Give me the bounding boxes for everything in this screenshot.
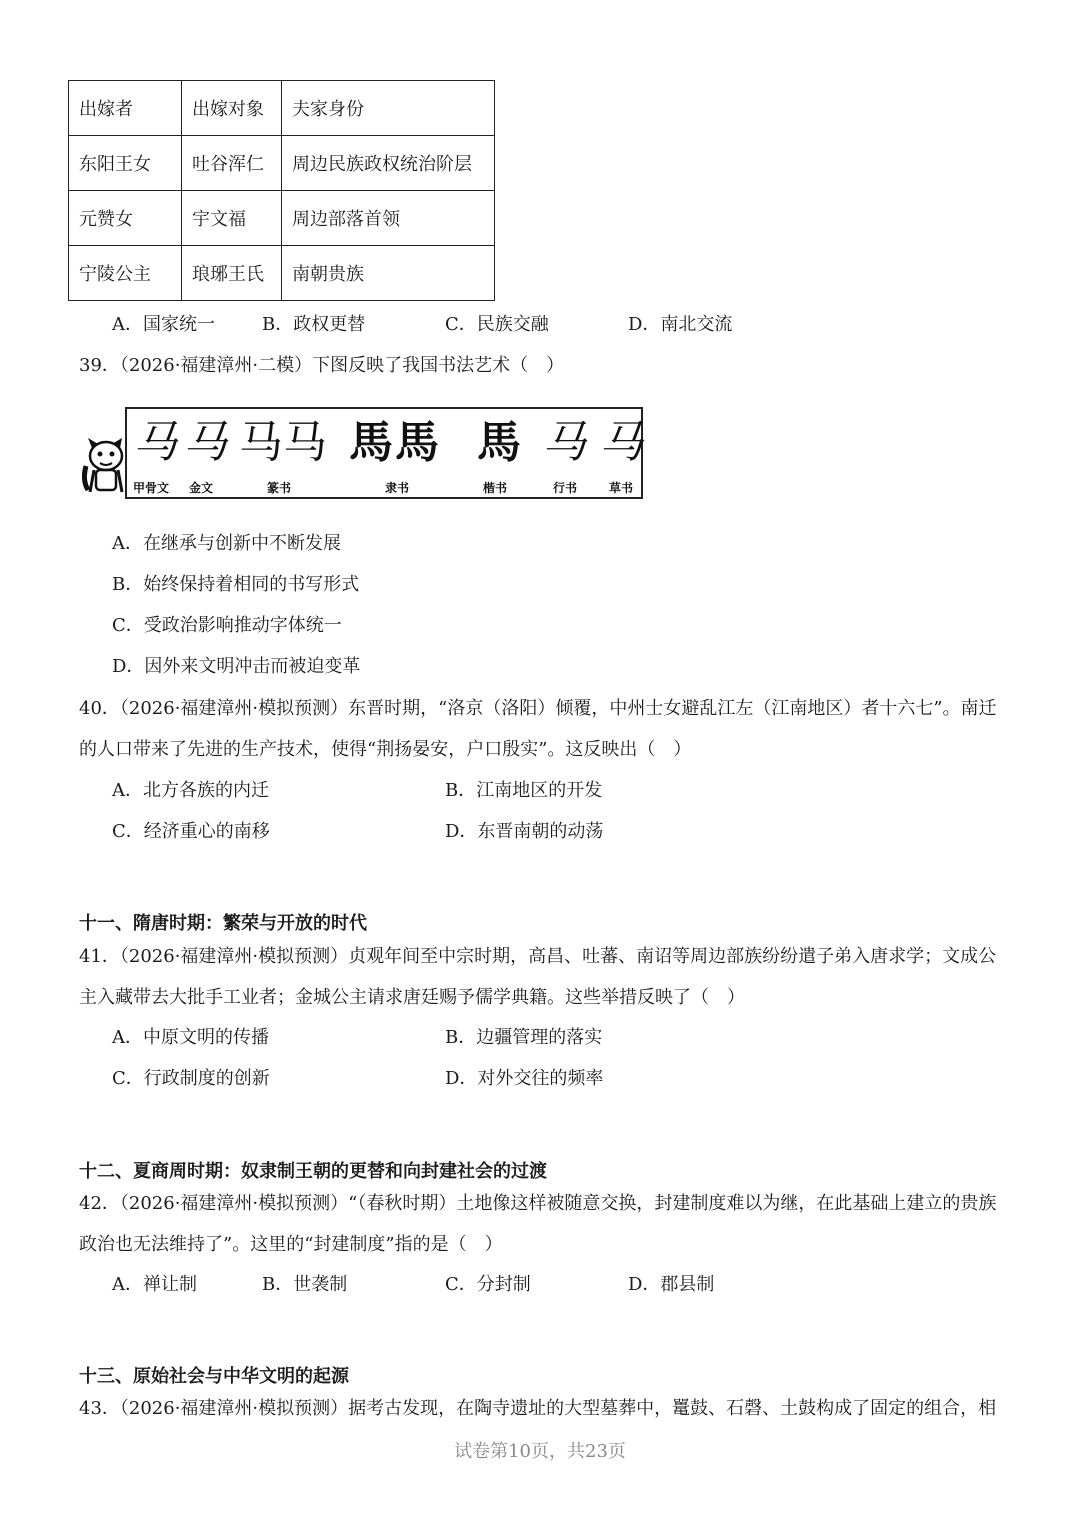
q42-stem: 42．（2026·福建漳州·模拟预测）“（春秋时期）土地像这样被随意交换，封建制度难以为继，在此基础上建立的贵族政治也无法维持了”。这里的“封建制度”指的是（ ） [79,1193,997,1255]
q41-stem: 41．（2026·福建漳州·模拟预测）贞观年间至中宗时期，高昌、吐蕃、南诏等周边部族纷纷遣子弟入唐求学；文成公主入藏带去大批手工业者；金城公主请求唐廷赐予儒学典籍。这些举措反映了（ ） [79,946,997,1008]
q41-option-c[interactable]: C．行政制度的创新 [112,1068,270,1089]
table-cell: 宁陵公主 [69,246,182,301]
section-heading: 十二、夏商周时期：奴隶制王朝的更替和向封建社会的过渡 [79,1161,547,1182]
q40-option-b[interactable]: B．江南地区的开发 [445,780,603,801]
q42-option-b[interactable]: B．世袭制 [262,1274,348,1295]
table-cell: 周边民族政权统治阶层 [282,136,495,191]
script-label: 隶书 [385,481,410,495]
table-cell: 东阳王女 [69,136,182,191]
q38-option-a[interactable]: A．国家统一 [112,314,215,335]
running-glyph: 马 [542,417,586,468]
calligraphy-evolution-image [125,407,643,499]
clerical-glyph: 馬 [349,417,393,468]
script-label: 篆书 [267,481,292,495]
q39-option-c[interactable]: C．受政治影响推动字体统一 [112,615,342,636]
q42-option-a[interactable]: A．禅让制 [112,1274,197,1295]
q40-stem: 40．（2026·福建漳州·模拟预测）东晋时期，“洛京（洛阳）倾覆，中州士女避乱江左（江南地区）者十六七”。南迁的人口带来了先进的生产技术，使得“荆扬晏安，户口殷实”。这反映出（ ） [79,698,997,760]
q41-option-b[interactable]: B．边疆管理的落实 [445,1027,603,1048]
q40-option-a[interactable]: A．北方各族的内迁 [112,780,269,801]
table-row [69,246,495,301]
q40-option-c[interactable]: C．经济重心的南移 [112,821,270,842]
q40-option-d[interactable]: D．东晋南朝的动荡 [445,821,604,842]
script-label: 行书 [553,481,578,495]
script-label: 金文 [189,481,214,495]
table-cell: 宇文福 [182,191,282,246]
q41-option-a[interactable]: A．中原文明的传播 [112,1027,269,1048]
q39-option-d[interactable]: D．因外来文明冲击而被迫变革 [112,656,361,677]
table-cell: 周边部落首领 [282,191,495,246]
table-cell: 出嫁对象 [182,81,282,136]
table-header-row [69,81,495,136]
seal-glyph: 马 [239,417,283,468]
script-label: 甲骨文 [133,481,170,495]
horse-mascot-icon [82,436,128,498]
table-cell: 元赞女 [69,191,182,246]
table-cell: 南朝贵族 [282,246,495,301]
q38-option-b[interactable]: B．政权更替 [262,314,366,335]
q42-option-d[interactable]: D．郡县制 [628,1274,715,1295]
q39-option-a[interactable]: A．在继承与创新中不断发展 [112,533,341,554]
cursive-glyph: 马 [599,417,643,468]
q38-option-c[interactable]: C．民族交融 [445,314,549,335]
page-footer: 试卷第10页，共23页 [454,1441,626,1462]
table-cell: 出嫁者 [69,81,182,136]
script-label: 草书 [609,481,634,495]
table-row [69,136,495,191]
regular-glyph: 馬 [477,417,521,468]
table-cell: 琅琊王氏 [182,246,282,301]
bronze-glyph: 马 [183,417,227,468]
q43-stem: 43．（2026·福建漳州·模拟预测）据考古发现，在陶寺遗址的大型墓葬中，鼍鼓、石磬、土鼓构成了固定的组合，相 [79,1398,997,1419]
section-heading: 十一、隋唐时期：繁荣与开放的时代 [79,913,367,934]
q38-option-d[interactable]: D．南北交流 [628,314,733,335]
q39-stem: 39．（2026·福建漳州·二模）下图反映了我国书法艺术（ ） [79,355,565,376]
marriage-table [68,80,495,301]
section-heading: 十三、原始社会与中华文明的起源 [79,1366,349,1387]
table-row [69,191,495,246]
clerical-glyph: 馬 [395,417,439,468]
table-cell: 吐谷浑仁 [182,136,282,191]
seal-glyph: 马 [283,417,327,468]
q39-option-b[interactable]: B．始终保持着相同的书写形式 [112,574,360,595]
table-cell: 夫家身份 [282,81,495,136]
script-label: 楷书 [483,481,508,495]
oracle-glyph: 马 [133,417,177,468]
q42-option-c[interactable]: C．分封制 [445,1274,531,1295]
q41-option-d[interactable]: D．对外交往的频率 [445,1068,604,1089]
